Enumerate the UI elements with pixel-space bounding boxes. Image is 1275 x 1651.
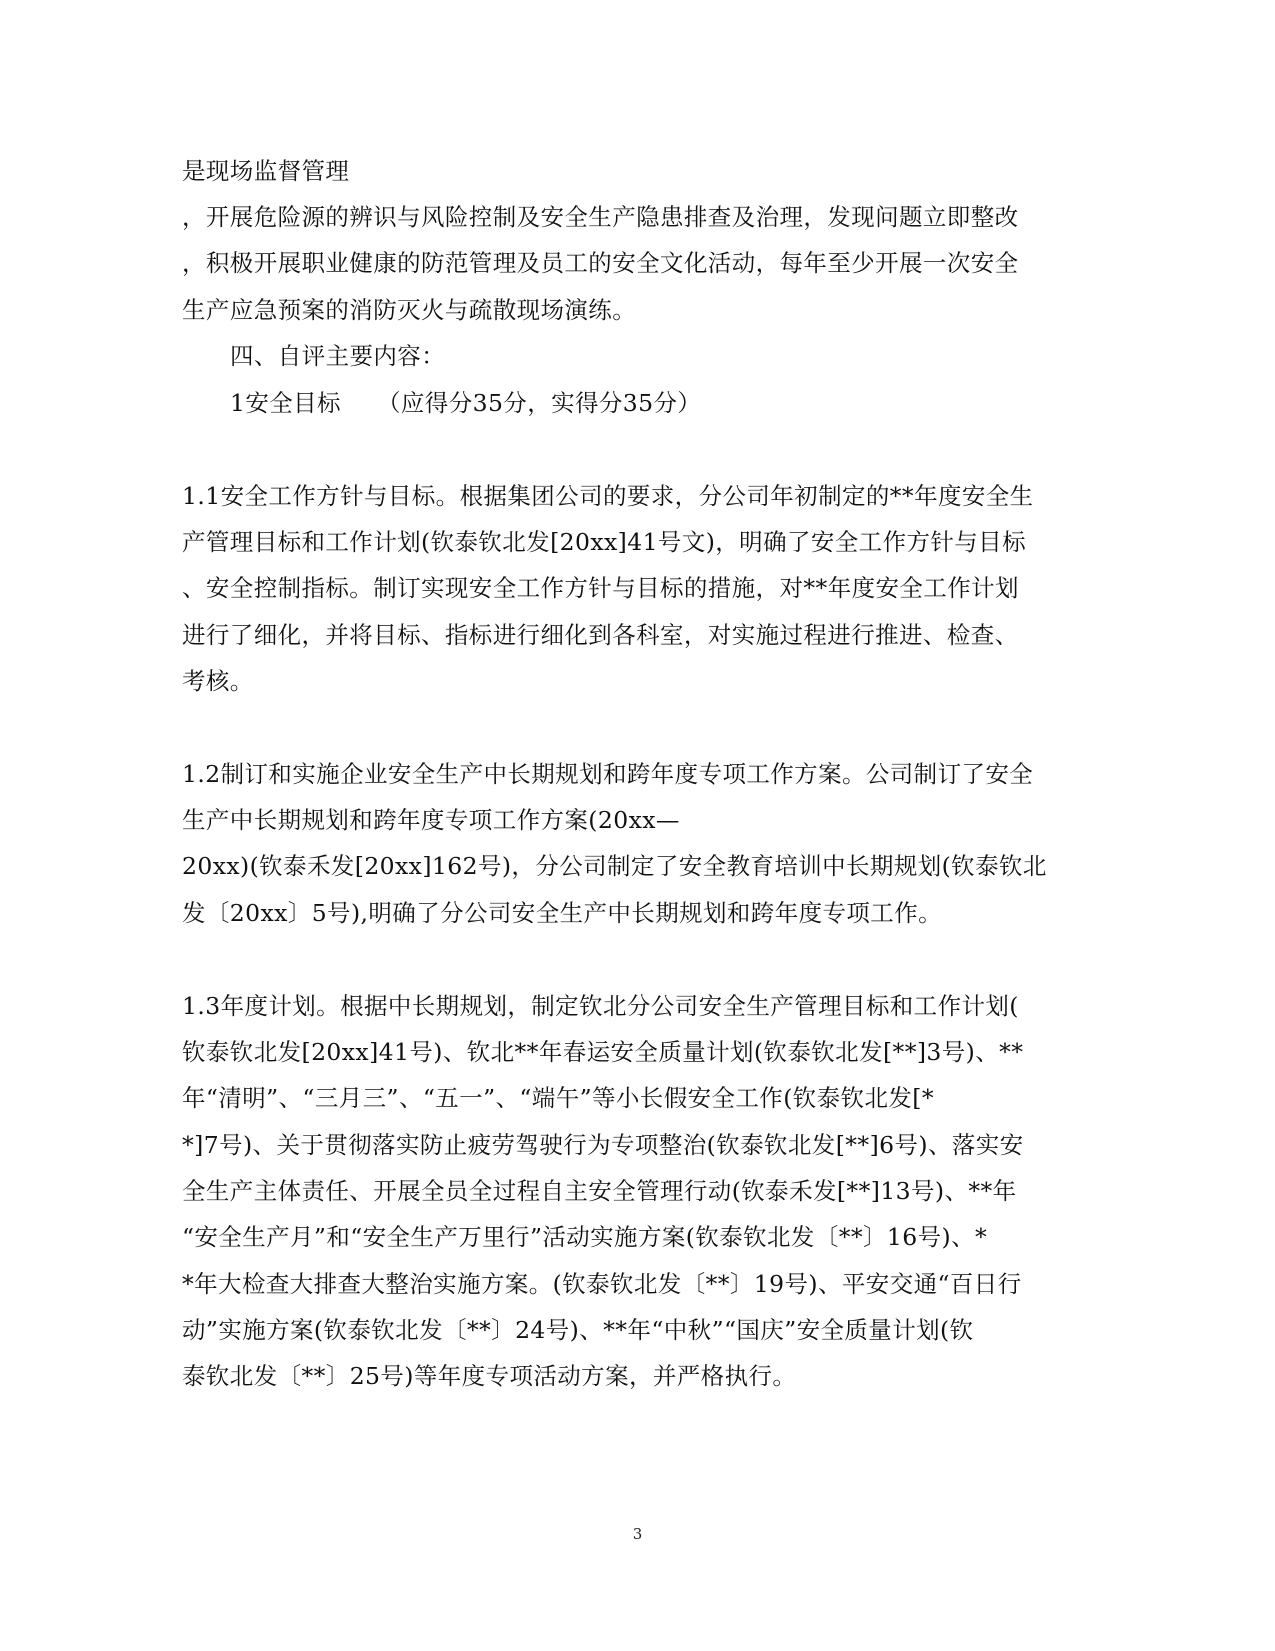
paragraph-1-1-line-2: 产管理目标和工作计划(钦泰钦北发[20xx]41号文)，明确了安全工作方针与目标 <box>182 528 1026 556</box>
paragraph-1-3-line-9: 泰钦北发〔**〕25号)等年度专项活动方案，并严格执行。 <box>182 1362 797 1390</box>
paragraph-1-1-line-4: 进行了细化，并将目标、指标进行细化到各科室，对实施过程进行推进、检查、 <box>182 621 1019 649</box>
paragraph-1-3-line-3: 年“清明”、“三月三”、“五一”、“端午”等小长假安全工作(钦泰钦北发[* <box>182 1084 934 1112</box>
paragraph-1-3-line-1: 1.3年度计划。根据中长期规划，制定钦北分公司安全生产管理目标和工作计划( <box>182 992 1019 1020</box>
paragraph-1-3-line-7: *年大检查大排查大整治实施方案。(钦泰钦北发〔**〕19号)、平安交通“百日行 <box>182 1270 1022 1298</box>
paragraph-1-2-line-4: 发〔20xx〕5号),明确了分公司安全生产中长期规划和跨年度专项工作。 <box>182 899 942 927</box>
intro-line-4: 生产应急预案的消防灭火与疏散现场演练。 <box>182 296 637 324</box>
paragraph-1-2-line-3: 20xx)(钦泰禾发[20xx]162号)，分公司制定了安全教育培训中长期规划(钦泰钦北 <box>182 852 1047 880</box>
paragraph-1-3-line-4: *]7号)、关于贯彻落实防止疲劳驾驶行为专项整治(钦泰钦北发[**]6号)、落实安 <box>182 1131 1024 1159</box>
paragraph-1-3-line-8: 动”实施方案(钦泰钦北发〔**〕24号)、**年“中秋”“国庆”安全质量计划(钦 <box>182 1316 974 1344</box>
intro-line-1: 是现场监督管理 <box>182 157 350 185</box>
paragraph-1-1-line-1: 1.1安全工作方针与目标。根据集团公司的要求，分公司年初制定的**年度安全生 <box>182 482 1034 510</box>
paragraph-1-2-line-2: 生产中长期规划和跨年度专项工作方案(20xx— <box>182 806 680 834</box>
paragraph-1-3-line-2: 钦泰钦北发[20xx]41号)、钦北**年春运安全质量计划(钦泰钦北发[**]3号)、** <box>182 1038 1024 1066</box>
section-heading: 四、自评主要内容： <box>230 342 446 370</box>
paragraph-1-1-line-3: 、安全控制指标。制订实现安全工作方针与目标的措施，对**年度安全工作计划 <box>182 574 1019 602</box>
paragraph-1-1-line-5: 考核。 <box>182 667 254 695</box>
item-heading: 1安全目标 （应得分35分，实得分35分） <box>230 389 702 417</box>
intro-line-3: ，积极开展职业健康的防范管理及员工的安全文化活动，每年至少开展一次安全 <box>182 249 1019 277</box>
paragraph-1-3-line-5: 全生产主体责任、开展全员全过程自主安全管理行动(钦泰禾发[**]13号)、**年 <box>182 1177 1017 1205</box>
paragraph-1-2-line-1: 1.2制订和实施企业安全生产中长期规划和跨年度专项工作方案。公司制订了安全 <box>182 760 1034 788</box>
intro-line-2: ，开展危险源的辨识与风险控制及安全生产隐患排查及治理，发现问题立即整改 <box>182 203 1019 231</box>
page-number: 3 <box>632 1525 643 1543</box>
paragraph-1-3-line-6: “安全生产月”和“安全生产万里行”活动实施方案(钦泰钦北发〔**〕16号)、* <box>182 1223 988 1251</box>
